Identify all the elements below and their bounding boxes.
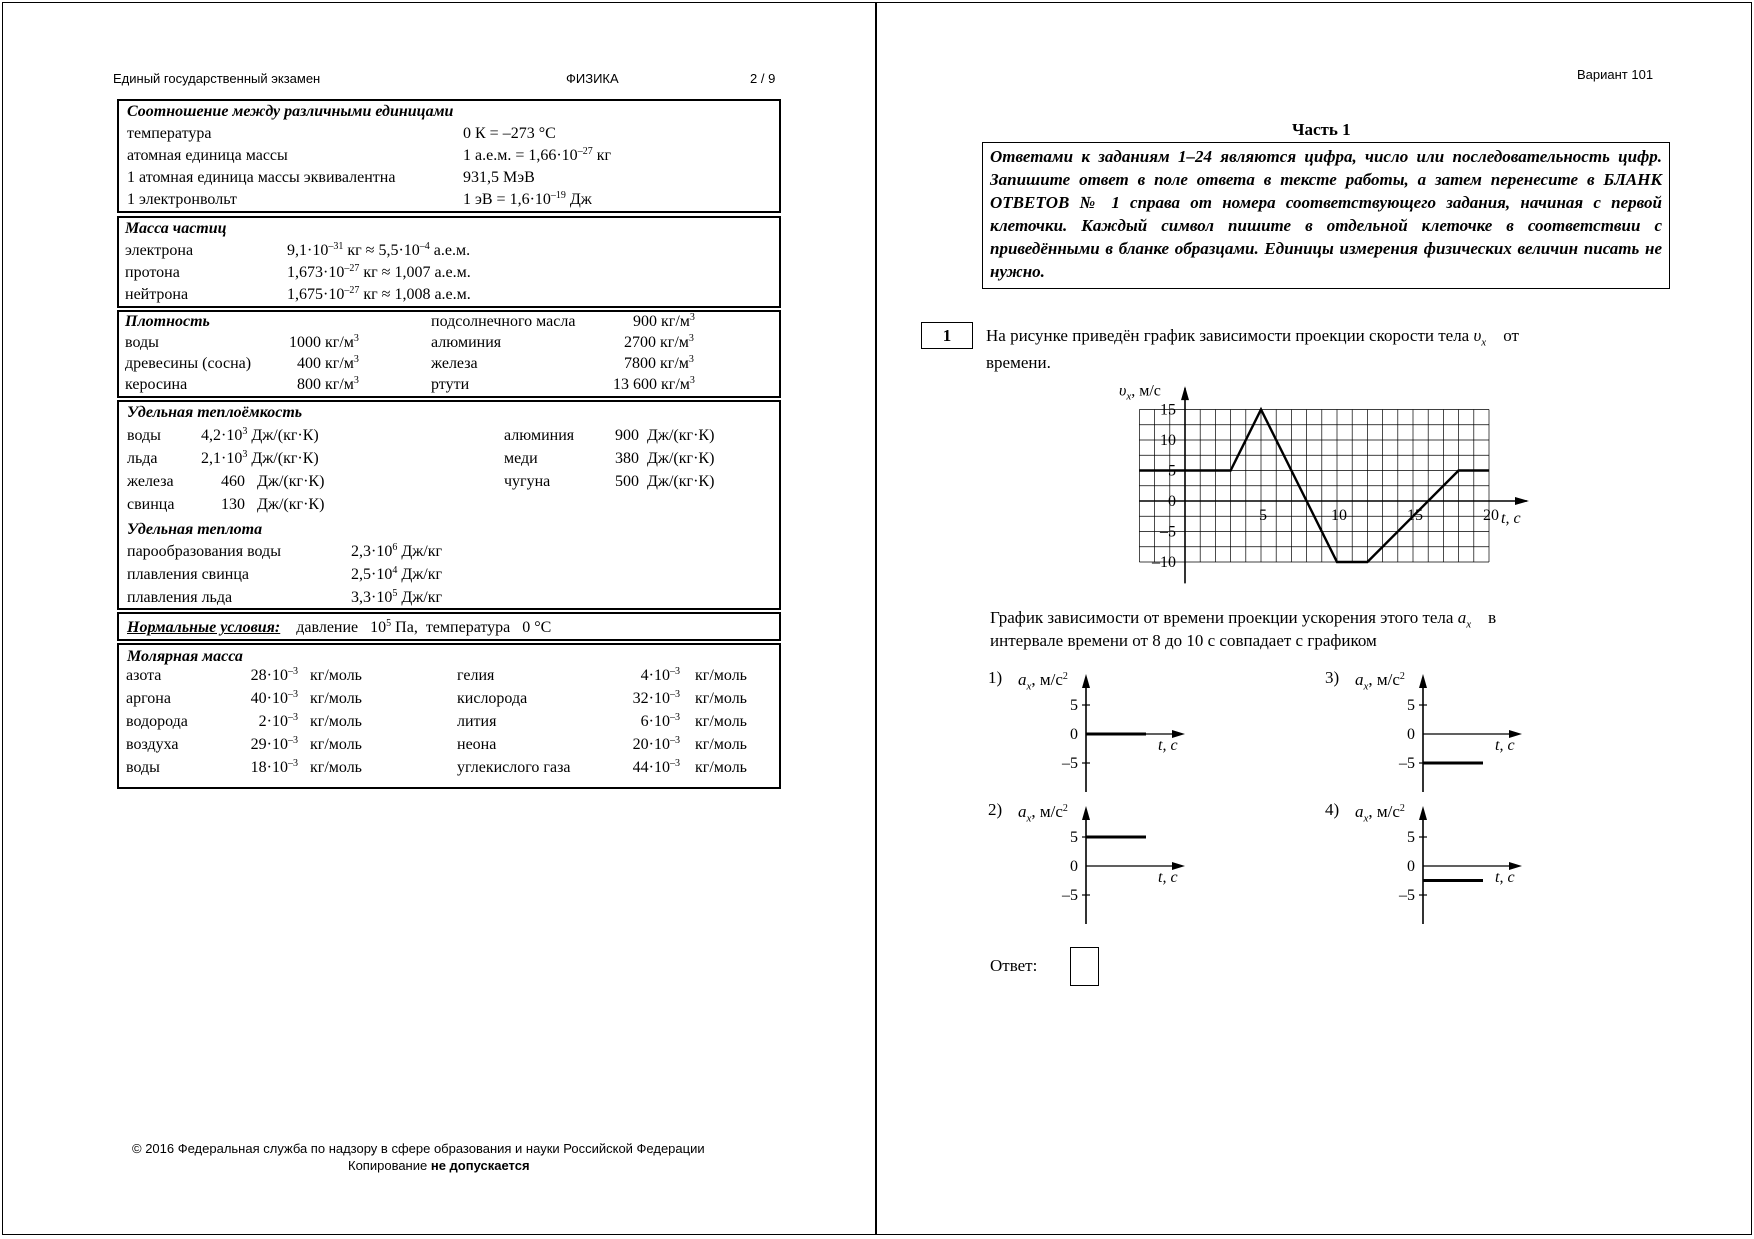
molar-label: гелия [457, 667, 495, 684]
molar-unit: кг/моль [310, 759, 362, 776]
density-title: Плотность [125, 313, 210, 330]
y-tick-label: –5 [1062, 887, 1078, 904]
unit-row-value: 1 а.е.м. = $1,66\cdot 10^{-27}$ кг [463, 146, 612, 164]
molar-value: $32\cdot 10^{-3}$ [632, 689, 680, 707]
y-tick-label: 5 [1407, 829, 1415, 846]
molar-unit: кг/моль [310, 667, 362, 684]
y-tick-label: 5 [1070, 697, 1078, 714]
specific-heat-value: $3,3\cdot 10^5$ Дж/кг [351, 588, 443, 606]
molar-value: $4\cdot 10^{-3}$ [640, 666, 680, 684]
heat-box [117, 400, 781, 610]
option-graph [1325, 800, 1545, 925]
heat-capacity-value: 900 Дж/(кг·К) [615, 427, 715, 444]
y-tick-label: 5 [1168, 462, 1176, 480]
y-axis-arrow [1419, 674, 1427, 688]
molar-unit: кг/моль [695, 759, 747, 776]
x-axis-label: t, с [1158, 869, 1178, 886]
option-graph [1325, 668, 1545, 793]
y-axis-arrow [1419, 806, 1427, 820]
molar-value: $28\cdot 10^{-3}$ [250, 666, 298, 684]
molar-label: азота [126, 667, 162, 684]
particle-label: протона [125, 264, 180, 281]
particle-value: $1,673\cdot 10^{-27}$ кг ≈ 1,007 а.е.м. [287, 263, 471, 281]
specific-heat-value: $2,3\cdot 10^6$ Дж/кг [351, 542, 443, 560]
heat-capacity-value: 500 Дж/(кг·К) [615, 473, 715, 490]
units-relation-box [117, 99, 781, 213]
molar-value: $2\cdot 10^{-3}$ [258, 712, 298, 730]
unit-row-label: температура [127, 125, 212, 142]
unit-row-value: 931,5 МэВ [463, 169, 535, 186]
x-axis-label: t, с [1495, 869, 1515, 886]
header-subject: ФИЗИКА [566, 71, 619, 86]
heat-capacity-value: 130 Дж/(кг·К) [221, 496, 325, 513]
heat-capacity-value: $4,2\cdot 10^3$ Дж/(кг·К) [201, 426, 319, 444]
heat-capacity-label: воды [127, 427, 161, 444]
density-value: 800 $кг/м^3$ [297, 375, 359, 393]
heat-capacity-value: 380 Дж/(кг·К) [615, 450, 715, 467]
x-axis-label: t, с [1158, 737, 1178, 754]
y-tick-label: –10 [1152, 554, 1176, 571]
option-ylabel: $a_x$, $м/с^2$ [1018, 670, 1068, 693]
option-number: 4) [1325, 800, 1340, 819]
y-tick-label: –5 [1160, 523, 1176, 541]
velocity-chart [1100, 370, 1540, 600]
molar-value: $6\cdot 10^{-3}$ [640, 712, 680, 730]
y-tick-label: 0 [1407, 726, 1415, 743]
y-axis-arrow [1181, 386, 1189, 400]
unit-row-value: 0 К = –273 °С [463, 125, 556, 142]
molar-label: воздуха [126, 736, 179, 753]
answer-label: Ответ: [990, 956, 1038, 975]
x-axis-label: t, с [1495, 737, 1515, 754]
answer-option-3[interactable] [1325, 668, 1545, 793]
heat-capacity-label: алюминия [504, 427, 575, 444]
molar-label: водорода [126, 713, 188, 730]
task-text-line1: На рисунке приведён график зависимости проекции скорости тела $\upsilon_x$ от [986, 326, 1519, 349]
task-text-line2: времени. [986, 353, 1051, 372]
option-number: 3) [1325, 668, 1340, 687]
density-value: 400 $кг/м^3$ [297, 354, 359, 372]
unit-row-label: 1 атомная единица массы эквивалентна [127, 169, 396, 186]
y-tick-label: 5 [1407, 697, 1415, 714]
option-graph [988, 668, 1208, 793]
x-axis-label: t, с [1501, 510, 1521, 527]
heat-capacity-title: Удельная теплоёмкость [127, 404, 303, 421]
density-label: алюминия [431, 334, 502, 351]
density-label: подсолнечного масла [431, 313, 576, 330]
question-line1: График зависимости от времени проекции ускорения этого тела $a_x$ в [990, 608, 1497, 631]
heat-capacity-label: чугуна [504, 473, 551, 490]
y-tick-label: 0 [1070, 726, 1078, 743]
molar-label: лития [457, 713, 497, 730]
unit-row-label: 1 электронвольт [127, 191, 237, 208]
instructions-text: Ответами к заданиям 1–24 являются цифра, число или последовательность цифр. Запишите ответ в поле ответа в тексте работы, а затем перенесите в БЛАНК ОТВЕТОВ № 1 справа от номера соответствующего задания, начиная с первой клеточки. Каждый символ пишите в отдельной клеточке в соответствии с приведёнными в бланке образцами. Единицы измерения физических величин писать не нужно. [990, 147, 1662, 281]
x-axis-arrow [1515, 497, 1529, 505]
particle-value: $9,1\cdot 10^{-31}$ кг ≈ $5,5\cdot 10^{-4}$ а.е.м. [287, 241, 471, 259]
density-label: железа [431, 355, 478, 372]
question-line2: интервале времени от 8 до 10 с совпадает с графиком [990, 631, 1377, 650]
answer-box[interactable] [1070, 947, 1099, 986]
answer-option-1[interactable] [988, 668, 1208, 793]
particle-label: нейтрона [125, 286, 189, 303]
molar-value: $29\cdot 10^{-3}$ [250, 735, 298, 753]
answer-option-2[interactable] [988, 800, 1208, 925]
heat-capacity-label: железа [127, 473, 174, 490]
specific-heat-title: Удельная теплота [127, 521, 263, 538]
particle-mass-title: Масса частиц [125, 220, 227, 237]
unit-row-label: атомная единица массы [127, 147, 288, 164]
density-value: 13 600 $кг/м^3$ [613, 375, 695, 393]
footer-copy-notice: Копирование не допускается [348, 1158, 530, 1173]
molar-unit: кг/моль [695, 690, 747, 707]
density-label: ртути [431, 376, 470, 393]
molar-label: углекислого газа [457, 759, 571, 776]
y-tick-label: 15 [1160, 401, 1176, 419]
heat-capacity-label: меди [504, 450, 538, 467]
units-relation-title: Соотношение между различными единицами [127, 103, 454, 120]
option-number: 1) [988, 668, 1003, 687]
specific-heat-value: $2,5\cdot 10^4$ Дж/кг [351, 565, 443, 583]
density-label: воды [125, 334, 159, 351]
molar-mass-box [117, 643, 781, 789]
density-value: 2700 $кг/м^3$ [624, 333, 694, 351]
molar-unit: кг/моль [310, 736, 362, 753]
answer-option-4[interactable] [1325, 800, 1545, 925]
density-value: 900 $кг/м^3$ [633, 312, 695, 330]
heat-capacity-label: свинца [127, 496, 175, 513]
molar-unit: кг/моль [310, 690, 362, 707]
molar-unit: кг/моль [695, 713, 747, 730]
molar-unit: кг/моль [310, 713, 362, 730]
molar-value: $20\cdot 10^{-3}$ [632, 735, 680, 753]
y-tick-label: –5 [1399, 887, 1415, 904]
y-tick-label: –5 [1399, 755, 1415, 772]
y-tick-label: 0 [1070, 858, 1078, 875]
y-axis-arrow [1082, 674, 1090, 688]
task-number-box [921, 322, 973, 349]
option-ylabel: $a_x$, $м/с^2$ [1018, 802, 1068, 825]
part-title: Часть 1 [1292, 120, 1351, 139]
header-exam-title: Единый государственный экзамен [113, 71, 321, 86]
molar-unit: кг/моль [695, 736, 747, 753]
heat-capacity-label: льда [127, 450, 158, 467]
density-value: 7800 $кг/м^3$ [624, 354, 694, 372]
y-tick-label: –5 [1062, 755, 1078, 772]
heat-capacity-value: 460 Дж/(кг·К) [221, 473, 325, 490]
y-tick-label: 5 [1070, 829, 1078, 846]
molar-value: $18\cdot 10^{-3}$ [250, 758, 298, 776]
molar-label: воды [126, 759, 160, 776]
particle-label: электрона [125, 242, 194, 259]
specific-heat-label: плавления свинца [127, 566, 250, 583]
y-axis-arrow [1082, 806, 1090, 820]
molar-mass-title: Молярная масса [127, 648, 243, 665]
specific-heat-label: плавления льда [127, 589, 233, 606]
y-tick-label: 0 [1407, 858, 1415, 875]
header-page-number: 2 / 9 [750, 71, 776, 86]
y-axis-label: $\upsilon_x$, м/с [1119, 382, 1161, 403]
x-tick-label: 5 [1259, 507, 1267, 524]
y-tick-label: 0 [1168, 493, 1176, 510]
heat-capacity-value: $2,1\cdot 10^3$ Дж/(кг·К) [201, 449, 319, 467]
option-ylabel: $a_x$, $м/с^2$ [1355, 670, 1405, 693]
x-tick-label: 20 [1483, 507, 1499, 524]
unit-row-value: 1 эВ = $1,6\cdot 10^{-19}$ Дж [463, 190, 592, 208]
option-ylabel: $a_x$, $м/с^2$ [1355, 802, 1405, 825]
density-label: керосина [125, 376, 188, 393]
footer-copyright: © 2016 Федеральная служба по надзору в сфере образования и науки Российской Федерации [132, 1141, 705, 1156]
x-tick-label: 15 [1407, 507, 1423, 524]
molar-value: $44\cdot 10^{-3}$ [632, 758, 680, 776]
molar-label: аргона [126, 690, 171, 707]
molar-label: неона [457, 736, 497, 753]
molar-label: кислорода [457, 690, 528, 707]
particle-mass-box [117, 216, 781, 308]
option-number: 2) [988, 800, 1003, 819]
y-tick-label: 10 [1160, 432, 1176, 449]
x-tick-label: 10 [1331, 507, 1347, 524]
specific-heat-label: парообразования воды [127, 543, 281, 560]
task-number: 1 [942, 326, 952, 345]
normal-conditions-row: Нормальные условия: давление $10^5$ Па, температура 0 °С [127, 618, 552, 636]
molar-value: $40\cdot 10^{-3}$ [250, 689, 298, 707]
instructions-box [982, 142, 1670, 289]
variant-label: Вариант 101 [1577, 67, 1654, 82]
molar-unit: кг/моль [695, 667, 747, 684]
density-label: древесины (сосна) [125, 355, 252, 372]
density-box [117, 310, 781, 398]
option-graph [988, 800, 1208, 925]
normal-conditions-box [117, 612, 781, 641]
particle-value: $1,675\cdot 10^{-27}$ кг ≈ 1,008 а.е.м. [287, 285, 471, 303]
density-value: 1000 $кг/м^3$ [289, 333, 359, 351]
